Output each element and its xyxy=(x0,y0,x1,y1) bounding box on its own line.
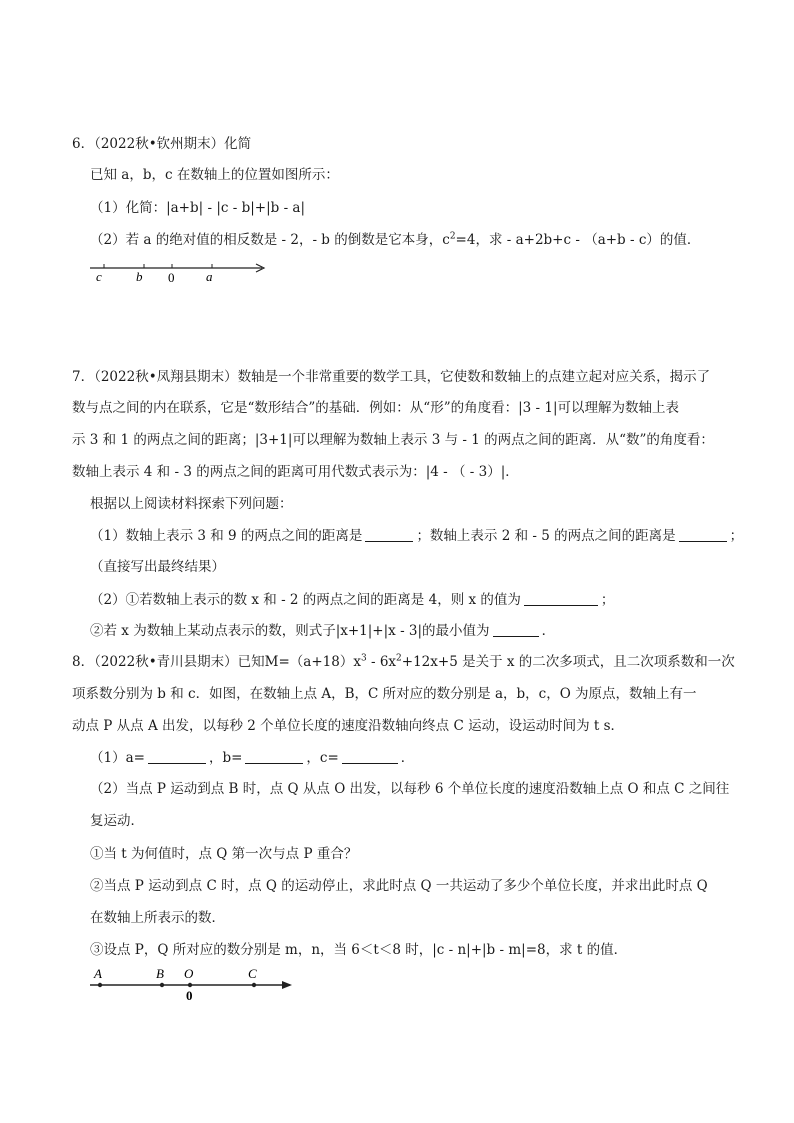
q7-blank-2[interactable] xyxy=(679,527,727,542)
q8-exp-3: 3 xyxy=(360,653,367,664)
q8-part1 xyxy=(90,748,414,768)
q7-line1: 7．（2022秋•凤翔县期末）数轴是一个非常重要的数学工具，它使数和数轴上的点建立起对应关系，揭示了 xyxy=(72,369,711,385)
q6-number-line xyxy=(86,258,276,284)
q7-part1 xyxy=(90,526,743,546)
q8-label-C: C xyxy=(248,966,257,981)
q7-part2-1 xyxy=(90,590,614,610)
q7-part1-text-a: （1）数轴上表示 3 和 9 的两点之间的距离是 xyxy=(90,528,363,544)
q7-blank-3[interactable] xyxy=(524,591,598,606)
q7-part2-2 xyxy=(90,621,555,641)
q6-part2-text-b: =4，求 - a+2b+c - （a+b - c）的值． xyxy=(455,232,701,248)
q7-part1-note: （直接写出最终结果） xyxy=(90,559,225,575)
q7-part2-text-a: （2）①若数轴上表示的数 x 和 - 2 的两点之间的距离是 4，则 x 的值为 xyxy=(90,592,521,608)
q8-label-zero: 0 xyxy=(186,988,193,1003)
q8-blank-c[interactable] xyxy=(342,749,398,764)
q8-part1-text-b: ，b= xyxy=(208,750,243,766)
q7-part1-text-c: ； xyxy=(729,528,744,544)
q6-part2-text-a: （2）若 a 的绝对值的相反数是 - 2，- b 的倒数是它本身，c xyxy=(90,232,450,248)
q8-sub3: ③设点 P，Q 所对应的数分别是 m，n，当 6＜t＜8 时，|c - n|+|b - m|=8，求 t 的值． xyxy=(90,942,628,958)
q7-line2: 数与点之间的内在联系，它是“数形结合”的基础．例如：从“形”的角度看：|3 - 1|可以理解为数轴上表 xyxy=(72,400,680,416)
q8-line2: 项系数分别为 b 和 c．如图，在数轴上点 A，B，C 所对应的数分别是 a，b，c，O 为原点，数轴上有一 xyxy=(72,686,697,702)
q8-number-line xyxy=(86,964,298,1004)
q8-line1 xyxy=(72,652,735,672)
q6-label-b: b xyxy=(136,269,143,284)
q8-line1-text-a: 8．（2022秋•青川县期末）已知M=（a+18）x xyxy=(72,654,361,670)
q8-sub1: ①当 t 为何值时，点 Q 第一次与点 P 重合？ xyxy=(90,846,358,862)
q7-part2-text-c: ②若 x 为数轴上某动点表示的数，则式子|x+1|+|x - 3|的最小值为 xyxy=(90,623,490,639)
q8-sub2-line1: ②当点 P 运动到点 C 时，点 Q 的运动停止，求此时点 Q 一共运动了多少个单位长度，并求出此时点 Q xyxy=(90,878,708,894)
q6-label-0: 0 xyxy=(168,270,175,284)
q6-intro: 已知 a，b，c 在数轴上的位置如图所示： xyxy=(90,167,339,183)
q8-line1-text-b: - 6x xyxy=(366,654,397,670)
q8-part1-text-d: ． xyxy=(400,750,415,766)
q8-line1-text-c: +12x+5 是关于 x 的二次多项式，且二次项系数和一次 xyxy=(401,654,735,670)
q7-line4: 数轴上表示 4 和 - 3 的两点之间的距离可用代数式表示为：|4 - （ - 3）|． xyxy=(72,464,519,480)
q8-label-A: A xyxy=(94,966,102,981)
q7-line5: 根据以上阅读材料探索下列问题： xyxy=(90,496,293,512)
q7-blank-4[interactable] xyxy=(493,622,539,637)
q8-blank-b[interactable] xyxy=(245,749,303,764)
q8-line3: 动点 P 从点 A 出发，以每秒 2 个单位长度的速度沿数轴向终点 C 运动，设运动时间为 t s． xyxy=(72,718,625,734)
q8-exp-2: 2 xyxy=(396,653,402,664)
q6-part2 xyxy=(90,230,700,250)
q7-line3: 示 3 和 1 的两点之间的距离；|3+1|可以理解为数轴上表示 3 与 - 1 的两点之间的距离．从“数”的角度看： xyxy=(72,432,714,448)
q6-exponent: 2 xyxy=(449,231,456,242)
q8-blank-a[interactable] xyxy=(148,749,206,764)
q6-label-a: a xyxy=(206,269,213,284)
q6-header: 6．（2022秋•钦州期末）化简 xyxy=(72,136,252,152)
q7-part2-text-b: ； xyxy=(600,592,615,608)
q8-label-B: B xyxy=(156,966,164,981)
q8-part1-text-c: ，c= xyxy=(306,750,339,766)
q7-part2-text-d: ． xyxy=(541,623,556,639)
q8-label-O: O xyxy=(184,966,194,981)
q6-part1: （1）化简：|a+b| - |c - b|+|b - a| xyxy=(90,200,306,216)
q8-part2-line2: 复运动． xyxy=(90,813,144,829)
q6-label-c: c xyxy=(96,269,102,284)
q7-blank-1[interactable] xyxy=(365,527,413,542)
q8-part1-text-a: （1）a= xyxy=(90,750,145,766)
q7-part1-text-b: ；数轴上表示 2 和 - 5 的两点之间的距离是 xyxy=(416,528,676,544)
q8-part2-line1: （2）当点 P 运动到点 B 时，点 Q 从点 O 出发，以每秒 6 个单位长度的速度沿数轴上点 O 和点 C 之间往 xyxy=(90,781,730,797)
q8-sub2-line2: 在数轴上所表示的数． xyxy=(90,910,225,926)
